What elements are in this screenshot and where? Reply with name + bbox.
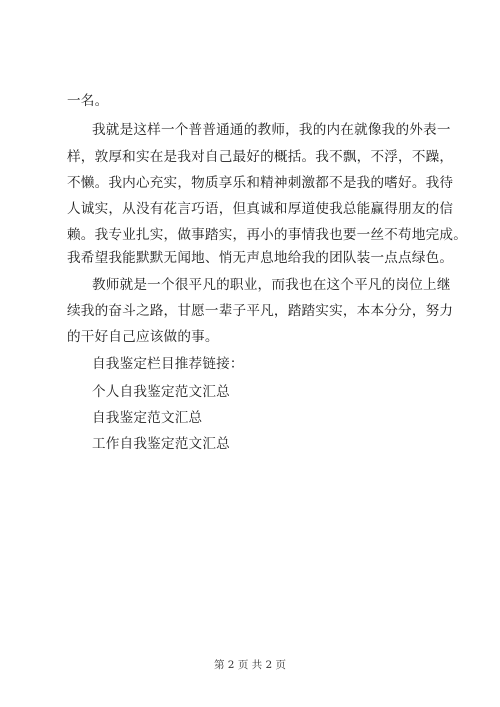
paragraph-line: 人诚实，从没有花言巧语，但真诚和厚道使我总能赢得朋友的信 (67, 201, 454, 217)
paragraph-line: 我希望我能默默无闻地、悄无声息地给我的团队装一点点绿色。 (67, 250, 454, 266)
link-personal-self-appraisal[interactable]: 个人自我鉴定范文汇总 (92, 384, 230, 400)
paragraph-line: 一名。 (67, 93, 109, 109)
links-heading: 自我鉴定栏目推荐链接： (92, 356, 244, 372)
paragraph-line: 样，敦厚和实在是我对自己最好的概括。我不飘，不浮，不躁， (67, 149, 454, 165)
page-number: 第 2 页 共 2 页 (213, 659, 287, 671)
paragraph-line: 不懒。我内心充实，物质享乐和精神刺激都不是我的嗜好。我待 (67, 175, 454, 191)
paragraph-line: 赖。我专业扎实，做事踏实，再小的事情我也要一丝不苟地完成。 (67, 227, 468, 243)
paragraph-line: 续我的奋斗之路，甘愿一辈子平凡，踏踏实实，本本分分，努力 (67, 303, 454, 319)
paragraph-line: 的干好自己应该做的事。 (67, 329, 219, 345)
link-self-appraisal[interactable]: 自我鉴定范文汇总 (92, 410, 203, 426)
paragraph-line: 教师就是一个很平凡的职业，而我也在这个平凡的岗位上继 (92, 277, 451, 293)
paragraph-line: 我就是这样一个普普通通的教师，我的内在就像我的外表一 (92, 122, 451, 138)
link-work-self-appraisal[interactable]: 工作自我鉴定范文汇总 (92, 436, 230, 452)
